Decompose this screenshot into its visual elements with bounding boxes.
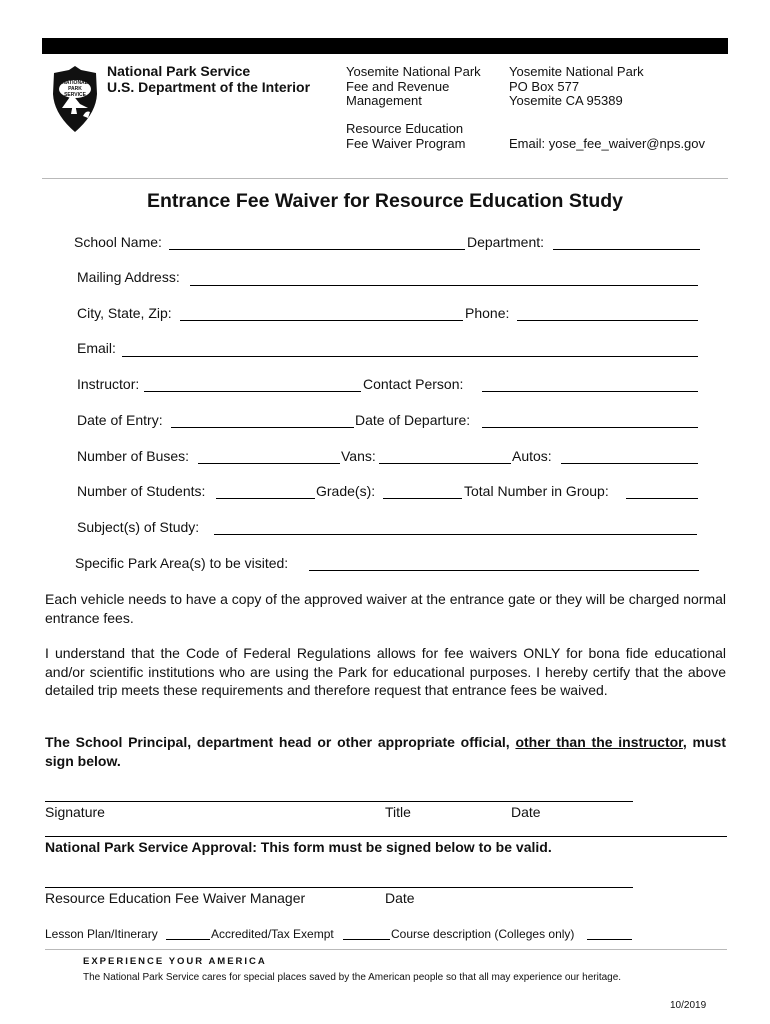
- phone-label: Phone:: [465, 305, 510, 321]
- footer-motto: EXPERIENCE YOUR AMERICA: [83, 956, 267, 967]
- office-block: [346, 65, 481, 109]
- agency-name: National Park Service: [107, 63, 251, 79]
- contact-person-field[interactable]: [482, 391, 698, 392]
- course-description-field[interactable]: [587, 939, 632, 940]
- lesson-plan-label: Lesson Plan/Itinerary: [45, 927, 158, 941]
- school-name-field[interactable]: [169, 249, 465, 250]
- instructor-label: Instructor:: [77, 376, 140, 392]
- number-of-students-label: Number of Students:: [77, 483, 206, 499]
- title-label: Title: [385, 804, 411, 820]
- signature-label: Signature: [45, 804, 105, 820]
- department-field[interactable]: [553, 249, 700, 250]
- office-line-1: Yosemite National Park: [346, 64, 481, 79]
- date-of-departure-field[interactable]: [482, 427, 698, 428]
- total-in-group-field[interactable]: [626, 498, 698, 499]
- subjects-label: Subject(s) of Study:: [77, 519, 200, 535]
- email-field[interactable]: [122, 356, 698, 357]
- signature-line[interactable]: [45, 801, 633, 802]
- manager-label: Resource Education Fee Waiver Manager: [45, 890, 306, 906]
- subjects-field[interactable]: [214, 534, 697, 535]
- accredited-label: Accredited/Tax Exempt: [211, 927, 334, 941]
- park-areas-label: Specific Park Area(s) to be visited:: [75, 555, 289, 571]
- footer-divider: [45, 949, 727, 950]
- grades-label: Grade(s):: [316, 483, 376, 499]
- vans-field[interactable]: [379, 463, 511, 464]
- approval-notice: National Park Service Approval: This form must be signed below to be valid.: [45, 839, 552, 855]
- form-title: Entrance Fee Waiver for Resource Education Study: [146, 190, 624, 212]
- header-divider: [42, 178, 728, 179]
- footer-tagline: The National Park Service cares for special places saved by the American people so that all may experience our heritage.: [83, 972, 622, 983]
- logo-text-2: PARK: [68, 86, 82, 92]
- city-state-zip-field[interactable]: [180, 320, 463, 321]
- agency-department: U.S. Department of the Interior: [107, 79, 311, 95]
- accredited-field[interactable]: [343, 939, 390, 940]
- approval-divider: [45, 836, 727, 837]
- lesson-plan-field[interactable]: [166, 939, 210, 940]
- instructor-field[interactable]: [144, 391, 361, 392]
- school-name-label: School Name:: [74, 234, 162, 250]
- grades-field[interactable]: [383, 498, 462, 499]
- office-line-3: Management: [346, 93, 422, 108]
- date-of-departure-label: Date of Departure:: [355, 412, 471, 428]
- vans-label: Vans:: [341, 448, 376, 464]
- logo-text-1: NATIONAL: [62, 80, 88, 86]
- signer-instructions: [45, 733, 726, 770]
- program-block: [346, 122, 465, 151]
- number-of-buses-label: Number of Buses:: [77, 448, 190, 464]
- department-label: Department:: [467, 234, 545, 250]
- program-line-1: Resource Education: [346, 121, 464, 136]
- nps-arrowhead-logo: [50, 64, 100, 134]
- address-line-2: PO Box 577: [509, 78, 580, 94]
- address-line-3: Yosemite CA 95389: [509, 93, 623, 108]
- contact-email: Email: yose_fee_waiver@nps.gov: [509, 136, 706, 151]
- office-line-2: Fee and Revenue: [346, 78, 450, 94]
- cfr-statement: I understand that the Code of Federal Regulations allows for fee waivers ONLY for bona fide educational and/or scientific institutions who are using the Park for educational purposes. I hereby certify that the above detailed trip meets these requirements and therefore request that entrance fees be waived.: [45, 645, 726, 698]
- date-of-entry-label: Date of Entry:: [77, 412, 163, 428]
- manager-date-label: Date: [385, 890, 415, 906]
- program-line-2: Fee Waiver Program: [346, 135, 466, 151]
- signer-text-1: The School Principal, department head or other appropriate official,: [45, 734, 516, 750]
- date-of-entry-field[interactable]: [171, 427, 354, 428]
- address-block: [509, 65, 644, 109]
- address-line-1: Yosemite National Park: [509, 64, 644, 79]
- course-description-label: Course description (Colleges only): [391, 927, 575, 941]
- total-in-group-label: Total Number in Group:: [464, 483, 609, 499]
- manager-signature-line[interactable]: [45, 887, 633, 888]
- date-label: Date: [511, 804, 541, 820]
- contact-person-label: Contact Person:: [363, 376, 464, 392]
- phone-field[interactable]: [517, 320, 698, 321]
- autos-field[interactable]: [561, 463, 698, 464]
- logo-text-3: SERVICE: [64, 92, 86, 98]
- autos-label: Autos:: [512, 448, 552, 464]
- mailing-address-field[interactable]: [190, 285, 698, 286]
- header-bar: [42, 38, 728, 54]
- signer-text-underlined: other than the instructor: [515, 734, 683, 750]
- signer-text-2: , must sign below.: [45, 734, 726, 769]
- mailing-address-label: Mailing Address:: [77, 269, 180, 285]
- park-areas-field[interactable]: [309, 570, 699, 571]
- vehicle-notice: Each vehicle needs to have a copy of the approved waiver at the entrance gate or they will be charged normal entrance fees.: [45, 591, 726, 626]
- number-of-buses-field[interactable]: [198, 463, 340, 464]
- number-of-students-field[interactable]: [216, 498, 315, 499]
- city-state-zip-label: City, State, Zip:: [77, 305, 172, 321]
- form-date: 10/2019: [670, 1000, 707, 1011]
- email-label: Email:: [77, 340, 116, 356]
